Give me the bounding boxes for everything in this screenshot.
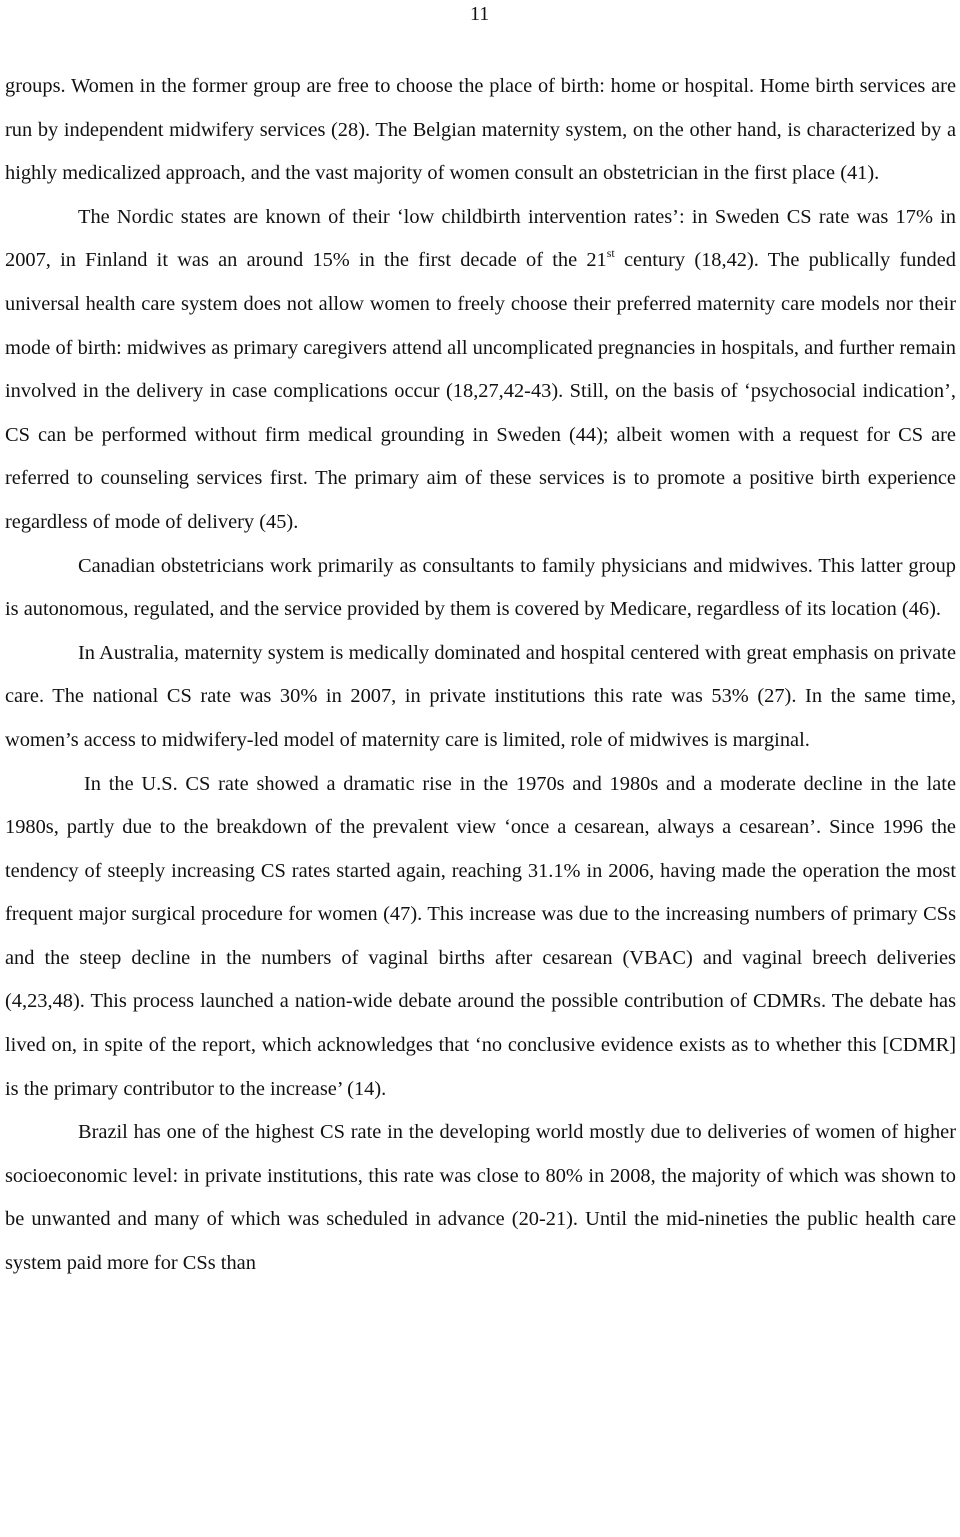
- nordic-text-part-1: The Nordic states are known of their ‘low childbirth intervention rates’: in Sweden CS rate was 17% in 2007, in Finland it was an around 15% in the first decade of the 21: [5, 205, 956, 272]
- nordic-text-part-2: century (18,42). The publically funded universal health care system does not allow women to freely choose their preferred maternity care models nor their mode of birth: midwives as primary caregivers attend all uncomplicated pregnancies in hospitals, and further remain involved in the delivery in case complications occur (18,27,42-43). Still, on the basis of ‘psychosocial indication’, CS can be performed without firm medical grounding in Sweden (44); albeit women with a request for CS are referred to counseling services first. The primary aim of these services is to promote a positive birth experience regardless of mode of delivery (45).: [5, 249, 957, 533]
- paragraph-brazil: Brazil has one of the highest CS rate in the developing world mostly due to deliveries of women of higher socioeconomic level: in private institutions, this rate was close to 80% in 2008, the majority of which was shown to be unwanted and many of which was scheduled in advance (20-21). Until the mid-nineties the public health care system paid more for CSs than: [5, 1121, 956, 1275]
- paragraph-nordic: [5, 196, 956, 545]
- paragraph-belgium: groups. Women in the former group are free to choose the place of birth: home or hospital. Home birth services are run by independent midwifery services (28). The Belgian maternity system, on the other hand, is characterized by a highly medicalized approach, and the vast majority of women consult an obstetrician in the first place (41).: [5, 75, 956, 185]
- page-number: 11: [470, 3, 490, 25]
- paragraph-us: In the U.S. CS rate showed a dramatic rise in the 1970s and 1980s and a moderate decline in the late 1980s, partly due to the breakdown of the prevalent view ‘once a cesarean, always a cesarean’. Since 1996 the tendency of steeply increasing CS rates started again, reaching 31.1% in 2006, having made the operation the most frequent major surgical procedure for women (47). This increase was due to the increasing numbers of primary CSs and the steep decline in the numbers of vaginal births after cesarean (VBAC) and vaginal breech deliveries (4,23,48). This process launched a nation-wide debate around the possible contribution of CDMRs. The debate has lived on, in spite of the report, which acknowledges that ‘no conclusive evidence exists as to whether this [CDMR] is the primary contributor to the increase’ (14).: [5, 772, 956, 1100]
- paragraph-australia: In Australia, maternity system is medically dominated and hospital centered with great emphasis on private care. The national CS rate was 30% in 2007, in private institutions this rate was 53% (27). In the same time, women’s access to midwifery-led model of maternity care is limited, role of midwives is marginal.: [5, 641, 956, 751]
- paragraph-canada: Canadian obstetricians work primarily as consultants to family physicians and midwives. This latter group is autonomous, regulated, and the service provided by them is covered by Medicare, regardless of its location (46).: [5, 554, 956, 621]
- ordinal-superscript: st: [606, 246, 615, 261]
- body-text: [5, 65, 956, 1286]
